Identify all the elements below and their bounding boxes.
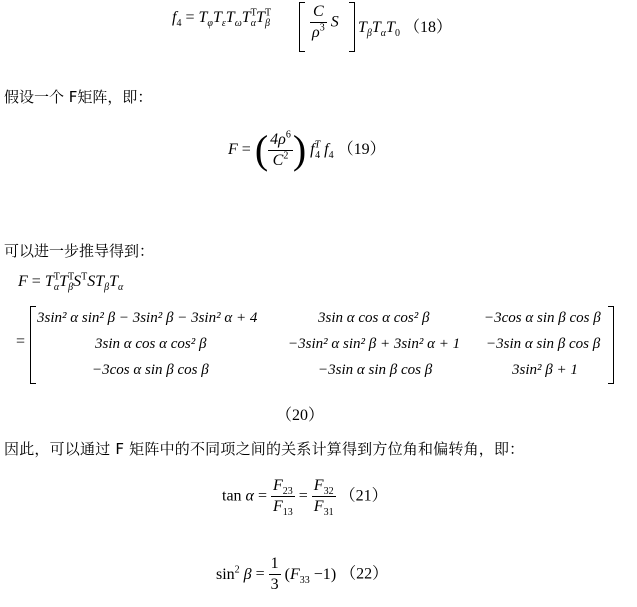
equation-18: $f_4 = T_\varphi T_\varepsilon T_\omega T^T_\alpha T^T_\beta$: [172, 7, 272, 30]
eq18-left-bracket: [299, 2, 305, 52]
matrix-cell-3-3: 3sin² β + 1: [512, 362, 578, 378]
equation-20-line1: $F = T^T_\alpha T^T_\beta S^TST_\beta T_\alpha$: [18, 271, 124, 294]
matrix-cell-2-3: −3sin α sin β cos β: [486, 336, 601, 352]
eq20-left-bracket: [30, 306, 36, 384]
equation-21: tan α = $\frac{F_{23}}{F_{13}}$ = $\frac{F_{32}}{F_{31}}$ （21）: [222, 477, 388, 519]
eq20-label: （20）: [276, 407, 325, 424]
eq21-label: （21）: [339, 487, 388, 505]
matrix-cell-1-1: 3sin² α sin² β − 3sin² β − 3sin² α + 4: [37, 310, 258, 326]
matrix-cell-1-3: −3cos α sin β cos β: [484, 310, 601, 326]
equation-22: $\sin^2 \beta$ = $\frac{1}{3}$ $(F_{33} -1)$ （22）: [216, 555, 389, 593]
paragraph-conclusion: 因此，可以通过 F 矩阵中的不同项之间的关系计算得到方位角和偏转角，即：: [4, 440, 525, 458]
matrix-cell-2-1: 3sin α cos α cos² β: [95, 336, 207, 352]
eq18-label: （18）: [403, 19, 452, 36]
eq20-right-bracket: [608, 306, 614, 384]
eq18-tail: $T_\beta T_\alpha T_0$ （18）: [358, 19, 452, 40]
matrix-cell-3-1: −3cos α sin β cos β: [92, 362, 209, 378]
paragraph-define-f: 假设一个 F矩阵，即：: [4, 88, 153, 106]
eq22-label: （22）: [340, 565, 389, 583]
eq18-lhs: f: [172, 9, 177, 26]
matrix-cell-3-2: −3sin α sin β cos β: [318, 362, 433, 378]
equation-19: F = ( $\frac{4\rho^6}{C^2}$ ) $f^T_4$ $f_4$ （19）: [228, 127, 386, 172]
matrix-cell-1-2: 3sin α cos α cos² β: [318, 310, 430, 326]
eq18-fraction: $\frac{C}{\rho^3}$ S: [312, 3, 339, 41]
matrix-cell-2-2: −3sin² α sin² β + 3sin² α + 1: [288, 336, 461, 352]
paragraph-derive: 可以进一步推导得到：: [4, 242, 155, 260]
eq19-label: （19）: [337, 141, 386, 158]
eq18-right-bracket: [349, 2, 355, 52]
eq20-equals: =: [16, 333, 26, 350]
